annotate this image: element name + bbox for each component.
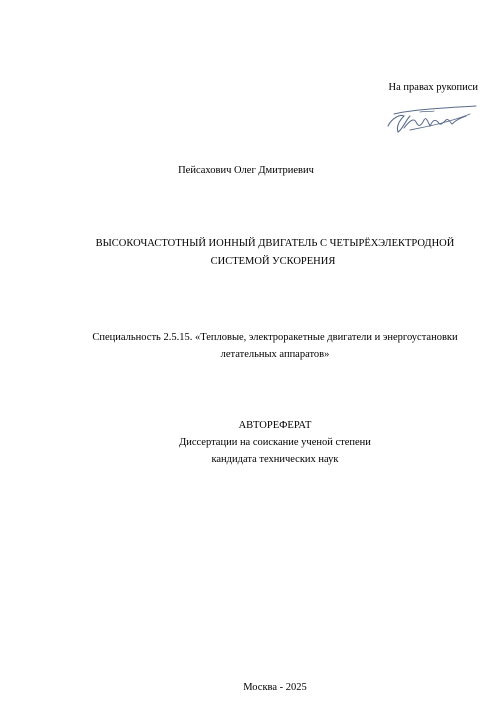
abstract-heading: АВТОРЕФЕРАТ — [238, 420, 312, 431]
signature-icon — [380, 100, 480, 140]
abstract-block — [0, 417, 492, 468]
abstract-line-2: кандидата технических наук — [211, 454, 339, 465]
specialty-line-1: Специальность 2.5.15. «Тепловые, электроракетные двигатели и энергоустановки — [92, 332, 458, 343]
author-name: Пейсахович Олег Дмитриевич — [178, 165, 314, 176]
abstract-line-1: Диссертации на соискание ученой степени — [179, 437, 371, 448]
specialty-line-2: летательных аппаратов» — [220, 349, 330, 360]
specialty-block — [0, 329, 492, 363]
city-year: Москва - 2025 — [243, 682, 307, 693]
dissertation-title — [0, 235, 492, 271]
title-line-2: СИСТЕМОЙ УСКОРЕНИЯ — [210, 256, 336, 267]
manuscript-rights-note: На правах рукописи — [388, 82, 478, 93]
title-line-1: ВЫСОКОЧАСТОТНЫЙ ИОННЫЙ ДВИГАТЕЛЬ С ЧЕТЫРЁХЭЛЕКТРОДНОЙ — [95, 238, 455, 249]
